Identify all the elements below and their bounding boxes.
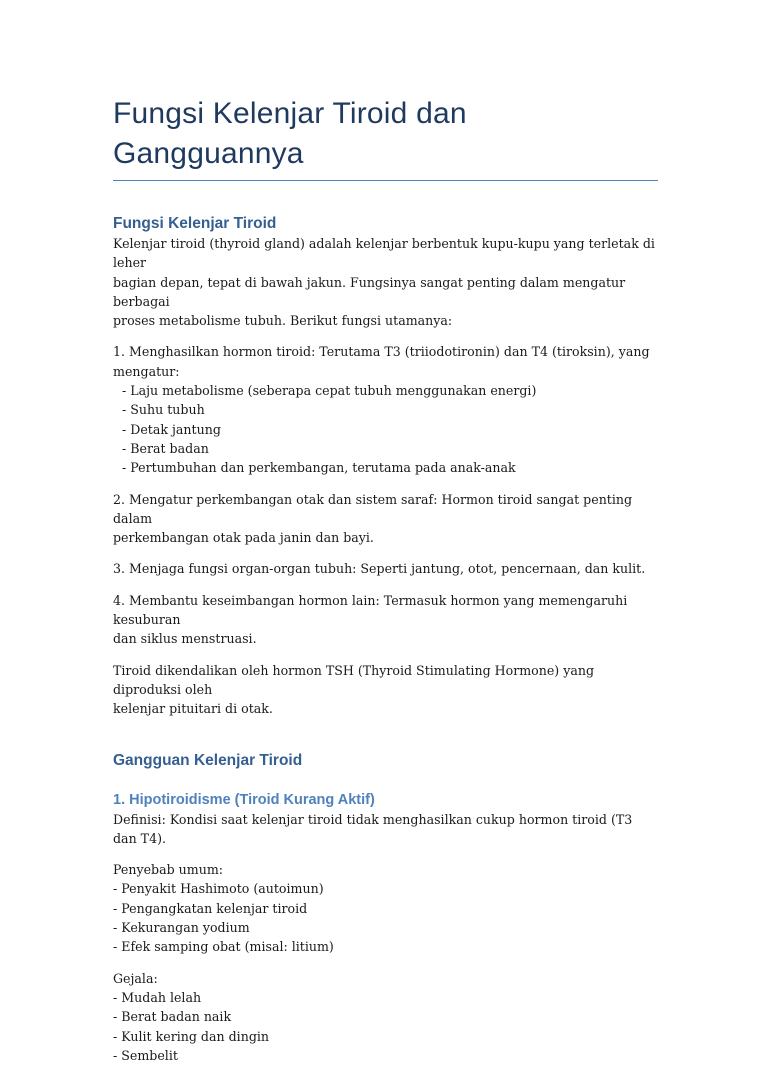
sub-list-item: - Detak jantung — [122, 421, 221, 437]
sub-list-item: - Suhu tubuh — [122, 402, 205, 418]
document-content — [113, 94, 658, 1065]
closing-paragraph-cont: kelenjar pituitari di otak. — [113, 701, 273, 717]
definition-text: Definisi: Kondisi saat kelenjar tiroid tidak menghasilkan cukup hormon tiroid (T3 dan T4). — [113, 811, 633, 846]
cause-item: - Penyakit Hashimoto (autoimun) — [113, 881, 324, 897]
symptom-item: - Mudah lelah — [113, 989, 202, 1005]
symptoms-label: Gejala: — [113, 970, 158, 986]
list-item-1-cont: mengatur: — [113, 363, 180, 379]
closing-paragraph: Tiroid dikendalikan oleh hormon TSH (Thyroid Stimulating Hormone) yang diproduksi oleh — [113, 662, 595, 697]
intro-line: proses metabolisme tubuh. Berikut fungsi utamanya: — [113, 313, 453, 329]
sub-list-item: - Berat badan — [122, 440, 209, 456]
list-item-3: 3. Menjaga fungsi organ-organ tubuh: Seperti jantung, otot, pencernaan, dan kulit. — [113, 561, 646, 577]
causes-label: Penyebab umum: — [113, 862, 224, 878]
list-item-2-cont: perkembangan otak pada janin dan bayi. — [113, 530, 374, 546]
list-item-4-cont: dan siklus menstruasi. — [113, 631, 257, 647]
symptom-item: - Kulit kering dan dingin — [113, 1028, 270, 1044]
section-heading-fungsi: Fungsi Kelenjar Tiroid — [113, 215, 277, 232]
list-item-2: 2. Mengatur perkembangan otak dan sistem saraf: Hormon tiroid sangat penting dalam — [113, 491, 633, 526]
cause-item: - Efek samping obat (misal: litium) — [113, 939, 334, 955]
cause-item: - Kekurangan yodium — [113, 920, 250, 936]
section-heading-gangguan: Gangguan Kelenjar Tiroid — [113, 751, 303, 769]
list-item-4: 4. Membantu keseimbangan hormon lain: Termasuk hormon yang memengaruhi kesuburan — [113, 592, 628, 628]
sub-list-item: - Laju metabolisme (seberapa cepat tubuh menggunakan energi) — [122, 383, 537, 399]
document-title: Fungsi Kelenjar Tiroid dan Gangguannya — [113, 94, 658, 181]
subsection-heading-hipotiroidisme: 1. Hipotiroidisme (Tiroid Kurang Aktif) — [113, 791, 375, 808]
symptom-item: - Sembelit — [113, 1047, 178, 1063]
sub-list-item: - Pertumbuhan dan perkembangan, terutama pada anak-anak — [122, 460, 516, 476]
cause-item: - Pengangkatan kelenjar tiroid — [113, 900, 308, 916]
list-item-1: 1. Menghasilkan hormon tiroid: Terutama T3 (triiodotironin) dan T4 (tiroksin), yang — [113, 344, 650, 360]
symptom-item: - Berat badan naik — [113, 1009, 232, 1025]
intro-line: Kelenjar tiroid (thyroid gland) adalah kelenjar berbentuk kupu-kupu yang terletak di leher — [113, 236, 655, 271]
intro-line: bagian depan, tepat di bawah jakun. Fungsinya sangat penting dalam mengatur berbagai — [113, 274, 626, 309]
